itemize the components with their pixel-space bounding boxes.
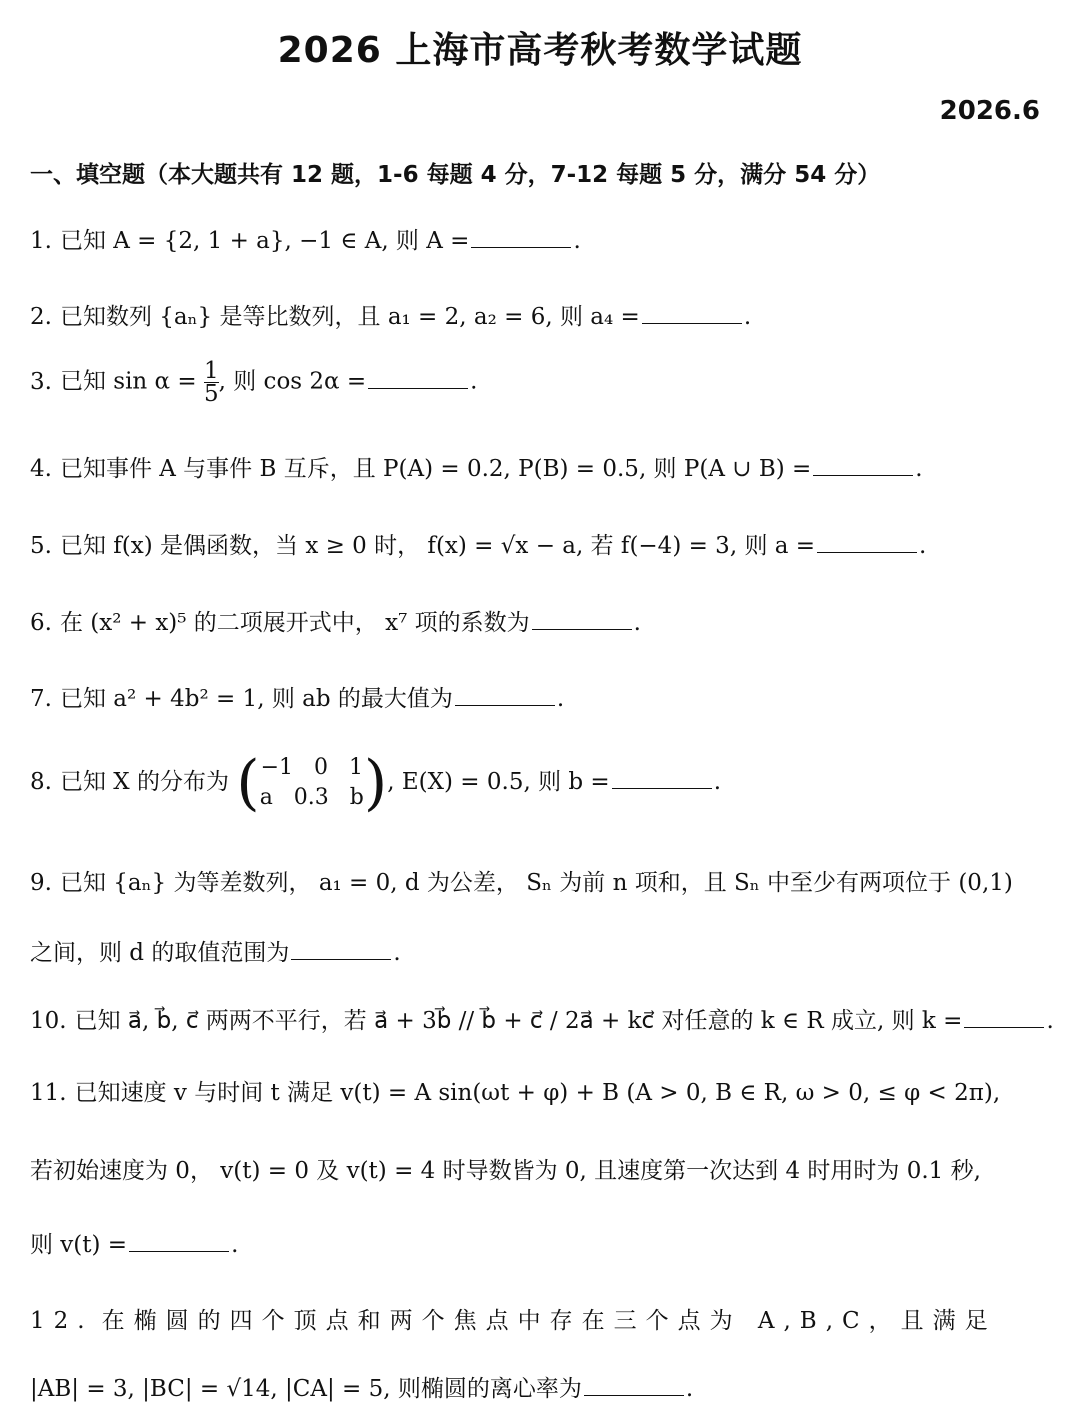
answer-blank [532, 628, 632, 630]
answer-blank [964, 1026, 1044, 1028]
question-text: 已知 f(x) 是偶函数，当 x ≥ 0 时， f(x) = √x − a, 若 f(−4) = 3, 则 a = [59, 533, 816, 559]
question-text: 已知事件 A 与事件 B 互斥，且 P(A) = 0.2, P(B) = 0.5, 则 P(A ∪ B) = [59, 456, 812, 482]
answer-blank [455, 704, 555, 706]
question-number: 2. [30, 304, 52, 330]
question-tail: . [573, 228, 581, 254]
fraction-denominator: 5 [203, 381, 219, 407]
question-9 [30, 864, 1050, 897]
question-number: 3. [30, 368, 52, 395]
question-text: 在 (x² + x)⁵ 的二项展开式中， x⁷ 项的系数为 [59, 610, 530, 636]
answer-blank [291, 958, 391, 960]
question-text: 已知 a² + 4b² = 1, 则 ab 的最大值为 [59, 686, 453, 712]
answer-blank [584, 1394, 684, 1396]
question-2 [30, 298, 1050, 331]
question-tail: . [713, 769, 722, 795]
question-tail: . [915, 456, 923, 482]
exam-title: 2026 上海市高考秋考数学试题 [277, 30, 803, 71]
fraction-numerator: 1 [203, 358, 219, 384]
question-text: , 则 cos 2α = [218, 368, 367, 395]
answer-blank [129, 1250, 229, 1252]
answer-blank [612, 787, 712, 789]
question-number: 5. [30, 533, 52, 559]
question-text: 则 v(t) = [30, 1232, 128, 1258]
matrix-top-row: −1 0 1 [260, 755, 363, 780]
question-3 [30, 360, 1050, 405]
question-text: 已知 a⃗, b⃗, c⃗ 两两不平行，若 a⃗ + 3b⃗ // b⃗ + c⃗ / 2a⃗ + kc⃗ 对任意的 k ∈ R 成立, 则 k = [74, 1008, 963, 1034]
question-text: 已知 A = {2, 1 + a}, −1 ∈ A, 则 A = [59, 228, 470, 254]
question-number: 7. [30, 686, 52, 712]
question-tail: . [633, 610, 641, 636]
question-9-line-2 [30, 934, 1050, 967]
answer-blank [813, 474, 913, 476]
question-6 [30, 604, 1050, 637]
exam-date: 2026.6 [939, 96, 1040, 126]
question-number: 11. [30, 1080, 67, 1106]
question-number: 6. [30, 610, 52, 636]
matrix-right-paren: ) [363, 748, 388, 818]
question-tail: . [919, 533, 927, 559]
question-7 [30, 680, 1050, 713]
question-text: 之间，则 d 的取值范围为 [30, 940, 290, 966]
question-number: 1. [30, 228, 52, 254]
question-text: 在椭圆的四个顶点和两个焦点中存在三个点为 A,B,C，且满足 [101, 1308, 997, 1334]
question-number: 9. [30, 870, 52, 896]
question-tail: . [743, 304, 752, 330]
question-11 [30, 1074, 1050, 1107]
question-1 [30, 222, 1050, 255]
matrix-left-paren: ( [236, 748, 260, 818]
question-5 [30, 527, 1050, 560]
fraction [204, 360, 219, 405]
matrix-bottom-row: a 0.3 b [259, 785, 364, 810]
distribution-matrix [260, 753, 364, 813]
question-12 [30, 1302, 1050, 1335]
question-tail: . [231, 1232, 239, 1258]
question-text: 若初始速度为 0， v(t) = 0 及 v(t) = 4 时导数皆为 0, 且速度第一次达到 4 时用时为 0.1 秒, [30, 1158, 981, 1184]
question-12-line-2 [30, 1370, 1050, 1403]
answer-blank [817, 551, 917, 553]
question-10 [30, 1002, 1054, 1035]
question-number: 12. [30, 1308, 94, 1334]
section-heading: 一、填空题（本大题共有 12 题，1-6 每题 4 分，7-12 每题 5 分，满分 54 分） [30, 162, 881, 188]
question-tail: . [685, 1376, 694, 1402]
question-11-line-3 [30, 1226, 1050, 1259]
question-text: , E(X) = 0.5, 则 b = [387, 769, 610, 795]
question-number: 8. [30, 769, 52, 795]
question-text: 已知数列 {aₙ} 是等比数列，且 a₁ = 2, a₂ = 6, 则 a₄ = [59, 304, 640, 330]
question-tail: . [1046, 1008, 1054, 1034]
answer-blank [471, 246, 571, 248]
question-tail: . [556, 686, 565, 712]
question-text: 已知 {aₙ} 为等差数列， a₁ = 0, d 为公差， Sₙ 为前 n 项和，且 Sₙ 中至少有两项位于 (0,1) [59, 870, 1013, 896]
question-number: 4. [30, 456, 52, 482]
question-8 [30, 748, 1050, 818]
question-text: 已知速度 v 与时间 t 满足 v(t) = A sin(ωt + φ) + B (A > 0, B ∈ R, ω > 0, ≤ φ < 2π), [74, 1080, 1001, 1106]
question-4 [30, 450, 1050, 483]
question-text-pre: 已知 X 的分布为 [59, 769, 229, 795]
question-number: 10. [30, 1008, 67, 1034]
answer-blank [368, 387, 468, 389]
answer-blank [642, 322, 742, 324]
question-tail: . [393, 940, 401, 966]
question-tail: . [470, 368, 478, 395]
question-11-line-2 [30, 1152, 1050, 1185]
question-text: |AB| = 3, |BC| = √14, |CA| = 5, 则椭圆的离心率为 [30, 1376, 582, 1402]
question-text-pre: 已知 sin α = [59, 368, 197, 395]
